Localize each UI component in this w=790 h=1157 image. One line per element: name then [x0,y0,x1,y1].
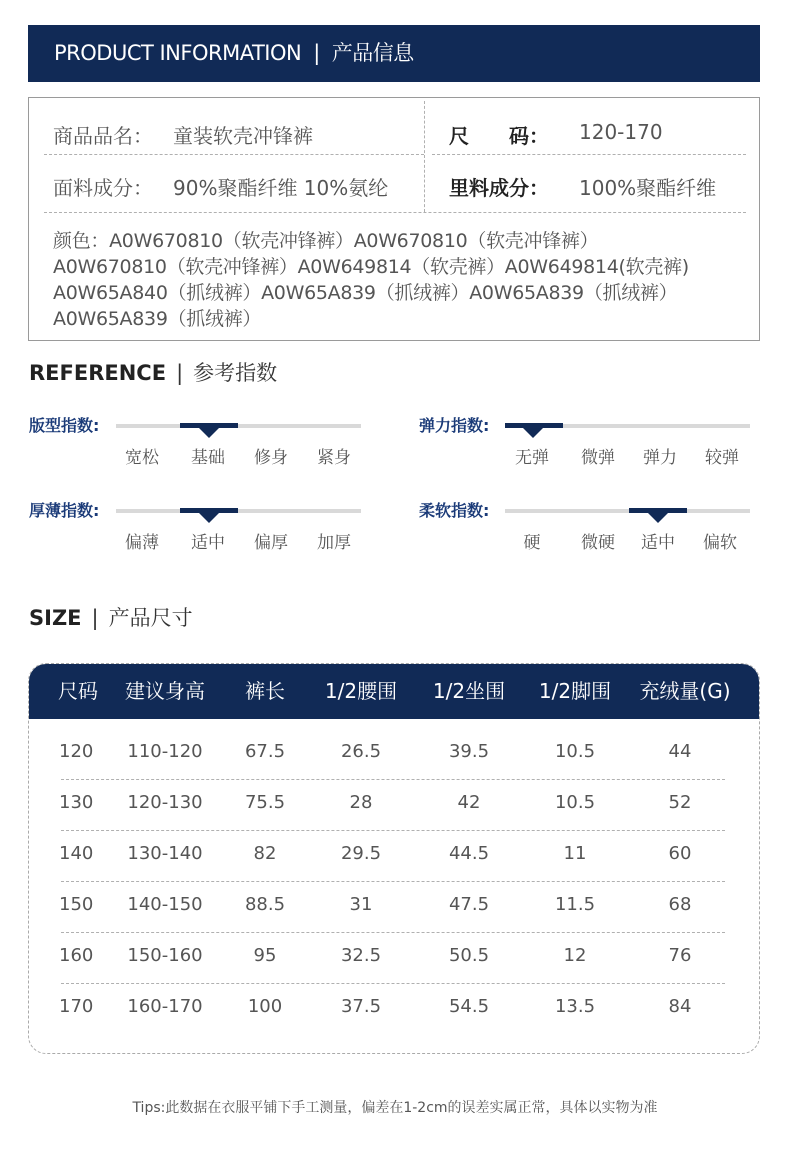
thickness-option-selected: 适中 [191,533,225,553]
softness-option: 微硬 [581,533,615,553]
elasticity-index-pointer-icon [523,428,543,438]
product-info-title-en: PRODUCT INFORMATION [54,41,302,65]
product-info-title-cn: 产品信息 [331,41,414,65]
info-row-divider [432,154,746,155]
size-table-cell: 31 [349,894,373,915]
size-table-cell: 37.5 [340,996,382,1017]
reference-title-cn: 参考指数 [193,361,278,385]
size-table-cell: 150 [59,894,94,915]
size-table-cell: 170 [59,996,94,1017]
size-table-header-cell: 充绒量(G) [639,679,731,703]
size-table-cell: 32.5 [340,945,382,966]
fit-index-pointer-icon [199,428,219,438]
size-table-row-divider [61,881,725,882]
thickness-option: 偏薄 [125,533,159,553]
size-table-cell: 68 [668,894,692,915]
size-table-cell: 11.5 [554,894,596,915]
size-table-cell: 130 [59,792,94,813]
lining-label: 里料成分： [449,176,549,200]
elasticity-option: 较弹 [705,448,739,468]
size-table-cell: 150-160 [127,945,203,966]
size-table-cell: 160-170 [127,996,203,1017]
size-table-cell: 95 [253,945,277,966]
fit-index-label: 版型指数: [29,416,100,435]
colors-line: 颜色：A0W670810（软壳冲锋裤）A0W670810（软壳冲锋裤） [53,230,599,252]
size-table-header-cell: 裤长 [245,679,285,703]
size-table-cell: 82 [253,843,277,864]
size-table-cell: 29.5 [340,843,382,864]
softness-option: 偏软 [703,533,737,553]
fit-option: 紧身 [317,448,351,468]
colors-line: A0W670810（软壳冲锋裤）A0W649814（软壳裤）A0W649814(软壳裤) [53,256,689,278]
size-table-cell: 12 [563,945,587,966]
size-table-cell: 11 [563,843,587,864]
lining-value: 100%聚酯纤维 [579,176,717,200]
size-table-cell: 160 [59,945,94,966]
measurement-tips: Tips:此数据在衣服平铺下手工测量，偏差在1-2cm的误差实属正常，具体以实物为准 [132,1100,658,1116]
size-table-cell: 42 [457,792,481,813]
fit-option: 宽松 [125,448,159,468]
reference-section-title [29,357,277,387]
size-table-cell: 100 [247,996,283,1017]
fabric-value: 90%聚酯纤维 10%氨纶 [173,176,389,200]
elasticity-index-label: 弹力指数: [419,416,490,435]
size-table [28,663,760,1054]
elasticity-option: 微弹 [581,448,615,468]
size-table-cell: 140-150 [127,894,203,915]
size-table-cell: 75.5 [244,792,286,813]
size-table-cell: 50.5 [448,945,490,966]
size-table-cell: 54.5 [448,996,490,1017]
size-table-cell: 10.5 [554,741,596,762]
size-table-cell: 60 [668,843,692,864]
size-table-cell: 44 [668,741,692,762]
thickness-index-track [116,509,361,513]
size-table-cell: 26.5 [340,741,382,762]
size-title-cn: 产品尺寸 [108,606,193,630]
fit-option: 修身 [254,448,288,468]
product-name-value: 童装软壳冲锋裤 [173,124,313,148]
title-separator: | [176,361,184,385]
info-column-divider [424,101,425,212]
size-table-cell: 28 [349,792,373,813]
size-table-header-cell: 1/2坐围 [432,679,506,703]
info-row-divider [44,212,746,213]
size-table-row-divider [61,932,725,933]
softness-index-pointer-icon [648,513,668,523]
thickness-index-label: 厚薄指数: [29,501,100,520]
size-table-cell: 140 [59,843,94,864]
size-table-cell: 67.5 [244,741,286,762]
softness-index-track [505,509,750,513]
thickness-option: 加厚 [317,533,351,553]
size-table-cell: 13.5 [554,996,596,1017]
info-row-divider [44,154,424,155]
size-range-value: 120-170 [579,120,663,144]
size-table-header [29,664,759,719]
size-section-title [29,602,193,632]
size-table-row-divider [61,830,725,831]
size-table-cell: 120 [59,741,94,762]
size-table-cell: 110-120 [127,741,203,762]
size-table-row-divider [61,983,725,984]
fit-option-selected: 基础 [191,448,225,468]
colors-line: A0W65A840（抓绒裤）A0W65A839（抓绒裤）A0W65A839（抓绒裤） [53,282,678,304]
size-table-cell: 10.5 [554,792,596,813]
product-info-banner [28,25,760,82]
colors-line: A0W65A839（抓绒裤） [53,308,262,330]
size-table-cell: 84 [668,996,692,1017]
thickness-index-pointer-icon [199,513,219,523]
size-table-header-cell: 1/2脚围 [538,679,612,703]
title-separator: | [91,606,99,630]
size-table-header-cell: 1/2腰围 [324,679,398,703]
size-table-header-cell: 建议身高 [125,679,205,703]
size-table-cell: 52 [668,792,692,813]
product-name-label: 商品品名： [53,124,153,148]
size-table-cell: 39.5 [448,741,490,762]
softness-option: 硬 [523,533,541,553]
size-table-cell: 76 [668,945,692,966]
fabric-label: 面料成分： [53,176,153,200]
reference-title-en: REFERENCE [29,361,167,385]
size-table-header-cell: 尺码 [58,679,98,703]
title-separator: | [313,41,320,65]
size-table-cell: 47.5 [448,894,490,915]
size-range-label: 尺 码： [449,124,549,148]
size-table-cell: 120-130 [127,792,203,813]
softness-option-selected: 适中 [641,533,675,553]
size-table-cell: 130-140 [127,843,203,864]
size-title-en: SIZE [29,606,82,630]
fit-index-track [116,424,361,428]
size-table-row-divider [61,779,725,780]
size-table-cell: 88.5 [244,894,286,915]
softness-index-label: 柔软指数: [419,501,490,520]
elasticity-option-selected: 无弹 [515,448,549,468]
size-table-cell: 44.5 [448,843,490,864]
thickness-option: 偏厚 [254,533,288,553]
elasticity-option: 弹力 [643,448,677,468]
